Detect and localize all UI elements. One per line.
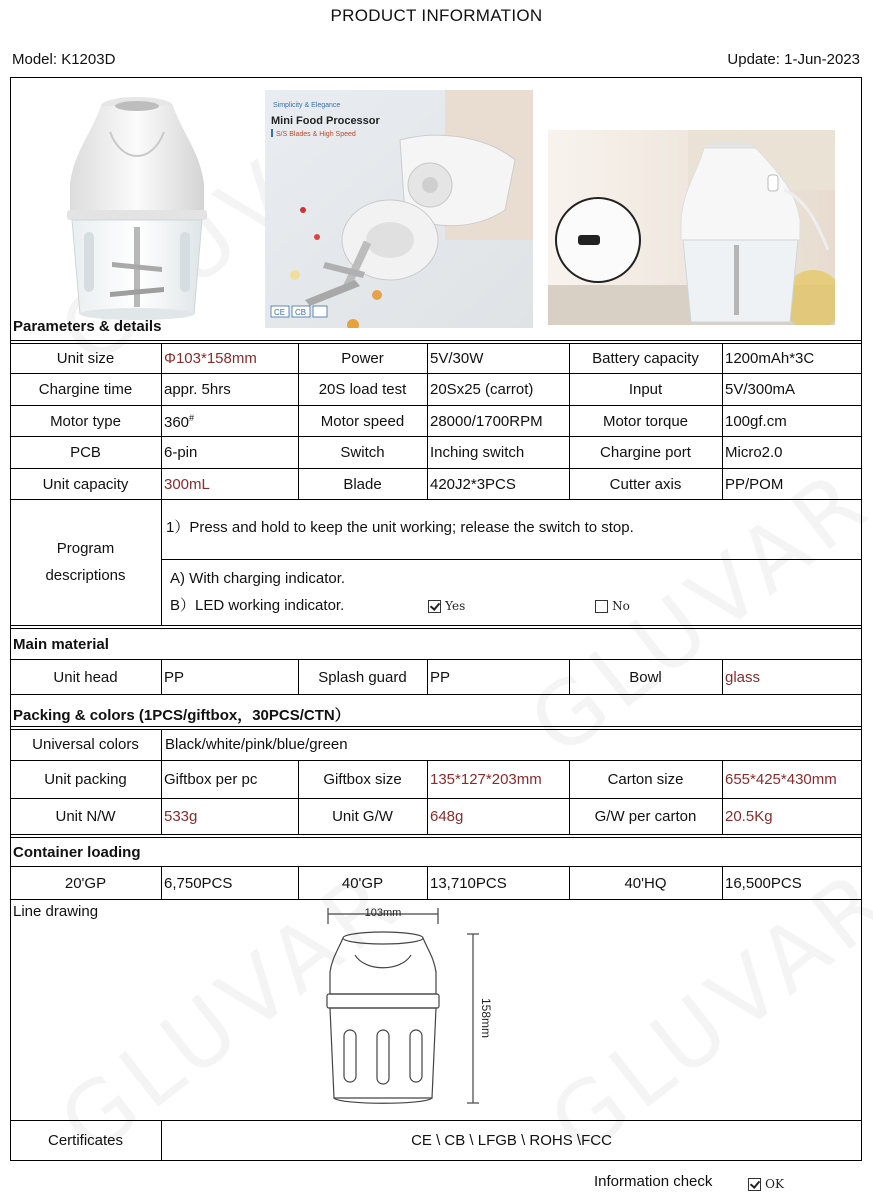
packing-label: Giftbox size (323, 771, 402, 788)
material-value: glass (725, 669, 761, 686)
material-label: Bowl (629, 669, 662, 686)
height-dimension: 158mm (479, 997, 493, 1039)
container-label: 40'GP (341, 875, 384, 892)
line-drawing (300, 900, 520, 1115)
params-label: Unit capacity (42, 476, 129, 493)
ce-badge: CE (274, 308, 286, 317)
no-checkbox[interactable] (595, 600, 608, 613)
params-value: 5V/300mA (725, 381, 796, 398)
params-label: 20S load test (318, 381, 407, 398)
update-date: Update: 1-Jun-2023 (727, 51, 860, 68)
params-value: Inching switch (430, 444, 525, 461)
column-divider (427, 343, 428, 373)
params-label: Switch (340, 444, 385, 461)
yes-option[interactable] (428, 598, 465, 613)
column-divider (722, 373, 723, 405)
packing-label: G/W per carton (594, 808, 697, 825)
params-value: 5V/30W (430, 350, 484, 367)
params-label: Unit size (56, 350, 115, 367)
packing-value: Giftbox per pc (164, 771, 258, 788)
params-value: 6-pin (164, 444, 198, 461)
information-check-label: Information check (594, 1173, 713, 1190)
model-number: Model: K1203D (12, 51, 116, 68)
packing-label: Unit G/W (332, 808, 393, 825)
packing-label: Carton size (607, 771, 684, 788)
column-divider (722, 468, 723, 499)
params-label: Chargine port (600, 444, 691, 461)
section-container-loading: Container loading (13, 844, 141, 861)
column-divider (427, 468, 428, 499)
params-value: Φ103*158mm (164, 350, 257, 367)
no-label: No (612, 599, 630, 613)
params-value: 20Sx25 (carrot) (430, 381, 534, 398)
params-value: 100gf.cm (725, 413, 787, 430)
params-label: Power (341, 350, 384, 367)
params-label: Chargine time (38, 381, 133, 398)
column-divider (161, 343, 162, 373)
product-photo-front (62, 92, 212, 324)
width-dimension: 103mm (364, 907, 402, 919)
promo-tagline: Simplicity & Elegance (273, 102, 341, 109)
container-value: 16,500PCS (725, 875, 802, 892)
packing-value: 135*127*203mm (430, 771, 542, 788)
params-label: Battery capacity (592, 350, 699, 367)
material-label: Unit head (53, 669, 118, 686)
product-photo-kitchen (548, 90, 835, 325)
params-value: 360# (164, 413, 195, 431)
params-value: 420J2*3PCS (430, 476, 516, 493)
column-divider (161, 373, 162, 405)
container-label: 20'GP (64, 875, 107, 892)
section-packing: Packing & colors (1PCS/giftbox，30PCS/CTN） (13, 707, 350, 724)
program-indicator-b: B）LED working indicator. (170, 597, 345, 614)
material-label: Splash guard (318, 669, 407, 686)
params-label: Input (628, 381, 663, 398)
params-value: 28000/1700RPM (430, 413, 543, 430)
material-value: PP (164, 669, 185, 686)
section-parameters: Parameters & details (13, 318, 162, 335)
params-label: Motor torque (602, 413, 689, 430)
params-value: Micro2.0 (725, 444, 783, 461)
packing-value: 533g (164, 808, 198, 825)
packing-value: 20.5Kg (725, 808, 773, 825)
colors-label: Universal colors (32, 736, 139, 753)
params-value: appr. 5hrs (164, 381, 231, 398)
ok-label: OK (765, 1177, 784, 1191)
promo-title: Mini Food Processor (271, 115, 380, 127)
line-drawing-label: Line drawing (13, 903, 99, 920)
material-value: PP (430, 669, 451, 686)
program-indicator-a: A) With charging indicator. (170, 570, 346, 587)
params-label: Blade (343, 476, 382, 493)
program-label-line2: descriptions (45, 567, 126, 584)
column-divider (427, 436, 428, 468)
ok-checkbox[interactable] (748, 1178, 761, 1191)
packing-value: 648g (430, 808, 464, 825)
params-label: Motor type (50, 413, 121, 430)
certificates-value: CE \ CB \ LFGB \ ROHS \FCC (411, 1132, 612, 1149)
column-divider (722, 405, 723, 436)
packing-label: Unit packing (44, 771, 127, 788)
column-divider (722, 436, 723, 468)
params-value: 1200mAh*3C (725, 350, 815, 367)
no-option[interactable] (595, 598, 630, 613)
params-value: PP/POM (725, 476, 784, 493)
params-label: Cutter axis (609, 476, 682, 493)
column-divider (427, 373, 428, 405)
promo-subtitle: S/S Blades & High Speed (276, 131, 356, 138)
program-label-line1: Program (56, 540, 115, 557)
certificates-label: Certificates (47, 1132, 124, 1149)
container-value: 13,710PCS (430, 875, 507, 892)
packing-value: 655*425*430mm (725, 771, 837, 788)
params-label: Motor speed (320, 413, 405, 430)
program-step-1: 1）Press and hold to keep the unit working; release the switch to stop. (166, 519, 634, 536)
column-divider (427, 405, 428, 436)
container-label: 40'HQ (624, 875, 667, 892)
yes-label: Yes (445, 599, 466, 613)
container-value: 6,750PCS (164, 875, 233, 892)
section-main-material: Main material (13, 636, 109, 653)
page-title: PRODUCT INFORMATION (330, 6, 543, 25)
product-photo-promo (265, 90, 533, 328)
column-divider (161, 405, 162, 436)
yes-checkbox[interactable] (428, 600, 441, 613)
colors-value: Black/white/pink/blue/green (165, 736, 348, 753)
column-divider (161, 468, 162, 499)
column-divider (722, 343, 723, 373)
params-value: 300mL (164, 476, 210, 493)
packing-label: Unit N/W (55, 808, 116, 825)
cb-badge: CB (295, 308, 307, 317)
column-divider (161, 436, 162, 468)
ok-option[interactable] (748, 1176, 784, 1191)
params-label: PCB (70, 444, 101, 461)
